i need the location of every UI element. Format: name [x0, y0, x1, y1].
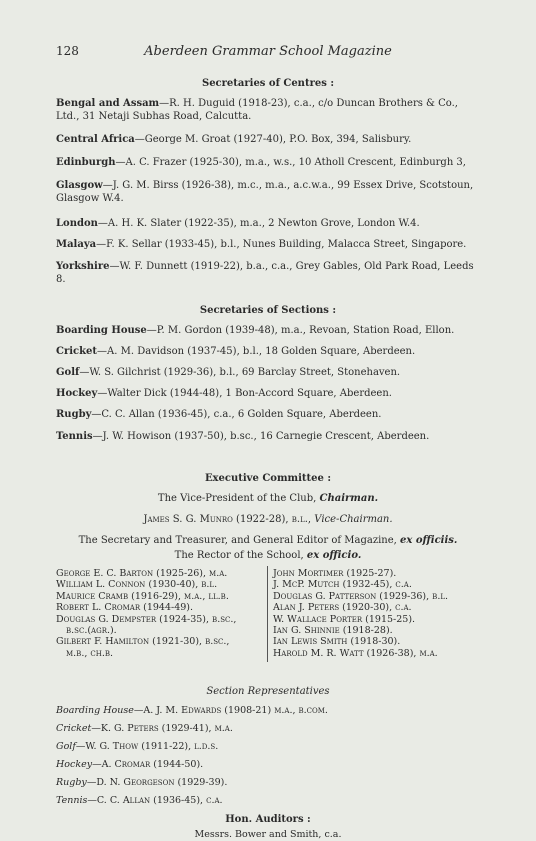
- chairman-role: Chairman.: [319, 493, 379, 504]
- centre-region: Yorkshire: [56, 261, 110, 272]
- committee-member: Douglas G. Patterson (1929-36), b.l.: [273, 590, 449, 602]
- centre-region: Central Africa: [56, 134, 135, 145]
- vice-chairman-role: Vice-Chairman.: [314, 514, 393, 525]
- representatives-title: Section Representatives: [206, 686, 330, 697]
- centre-details: —W. F. Dunnett (1919-22), b.a., c.a., Grey Gables, Old Park Road, Leeds 8.: [56, 261, 474, 285]
- committee-member: Harold M. R. Watt (1926-38), m.a.: [273, 647, 438, 659]
- representative-entry: [56, 740, 436, 753]
- page-header: [56, 44, 480, 64]
- representative-details: —D. N. Georgeson (1929-39).: [86, 777, 228, 788]
- centre-region: London: [56, 218, 98, 229]
- representative-entry: [56, 758, 436, 771]
- auditors-title: Hon. Auditors :: [225, 814, 311, 825]
- section-name: Hockey: [56, 388, 98, 399]
- committee-member: Ian G. Shinnie (1918-28).: [273, 625, 393, 637]
- committee-members-right: [273, 568, 481, 659]
- committee-title: Executive Committee :: [204, 473, 332, 484]
- committee-member: Maurice Cramb (1916-29), m.a., ll.b.: [56, 590, 229, 602]
- section-details: —P. M. Gordon (1939-48), m.a., Revoan, Station Road, Ellon.: [146, 325, 455, 336]
- representative-section: Cricket: [56, 723, 92, 734]
- representative-section: Golf: [56, 741, 76, 752]
- centre-entry: [56, 260, 480, 286]
- committee-member: William L. Connon (1930-40), b.l.: [56, 579, 218, 591]
- centre-region: Bengal and Assam: [56, 98, 160, 109]
- committee-member: Alan J. Peters (1920-30), c.a.: [273, 602, 412, 614]
- rector-text: The Rector of the School,: [174, 550, 304, 561]
- section-name: Golf: [56, 367, 80, 378]
- centre-entry: [56, 238, 480, 251]
- secretary-text: The Secretary and Treasurer, and General Editor of Magazine,: [78, 535, 397, 546]
- representative-entry: [56, 776, 436, 789]
- representative-entry: [56, 722, 436, 735]
- chairman-text: The Vice-President of the Club,: [157, 493, 317, 504]
- section-entry: [56, 366, 480, 379]
- centre-details: —George M. Groat (1927-40), P.O. Box, 394, Salisbury.: [134, 134, 412, 145]
- centres-title: Secretaries of Centres :: [201, 78, 335, 89]
- committee-member-continued: b.sc.(agr.).: [66, 625, 117, 637]
- section-details: —Walter Dick (1944-48), 1 Bon-Accord Square, Aberdeen.: [97, 388, 392, 399]
- committee-vice-chairman: [56, 513, 480, 526]
- section-details: —J. W. Howison (1937-50), b.sc., 16 Carnegie Crescent, Aberdeen.: [92, 431, 430, 442]
- centre-region: Malaya: [56, 239, 97, 250]
- committee-rector: [56, 549, 480, 562]
- section-details: —A. M. Davidson (1937-45), b.l., 18 Golden Square, Aberdeen.: [97, 346, 416, 357]
- sections-title: Secretaries of Sections :: [199, 305, 337, 316]
- section-details: —W. S. Gilchrist (1929-36), b.l., 69 Barclay Street, Stonehaven.: [79, 367, 401, 378]
- committee-member: J. McP. Mutch (1932-45), c.a.: [273, 579, 412, 591]
- representative-details: —A. J. M. Edwards (1908-21) m.a., b.com.: [133, 705, 328, 716]
- centre-entry: [56, 156, 480, 169]
- representative-section: Tennis: [56, 795, 88, 806]
- section-name: Rugby: [56, 409, 92, 420]
- centre-entry: [56, 217, 480, 230]
- centre-region: Glasgow: [56, 180, 103, 191]
- section-name: Boarding House: [56, 325, 147, 336]
- section-entry: [56, 345, 480, 358]
- centre-entry: [56, 97, 480, 123]
- centre-details: —J. G. M. Birss (1926-38), m.c., m.a., a.c.w.a., 99 Essex Drive, Scotstoun, Glasgow W.4.: [56, 180, 474, 204]
- committee-member: W. Wallace Porter (1915-25).: [273, 613, 416, 625]
- auditors-text: Messrs. Bower and Smith, c.a.: [194, 829, 342, 840]
- committee-secretary: [56, 534, 480, 547]
- committee-member: Douglas G. Dempster (1924-35), b.sc.,: [56, 613, 237, 625]
- centre-details: —R. H. Duguid (1918-23), c.a., c/o Duncan Brothers & Co., Ltd., 31 Netaji Subhas Road, Calcutta.: [56, 98, 458, 122]
- section-entry: [56, 324, 480, 337]
- section-name: Tennis: [56, 431, 93, 442]
- secretary-role: ex officiis.: [400, 535, 458, 546]
- running-head: Aberdeen Grammar School Magazine: [144, 44, 392, 59]
- representative-section: Boarding House: [56, 705, 134, 716]
- representative-section: Hockey: [56, 759, 93, 770]
- committee-chairman: [56, 492, 480, 505]
- committee-member: Robert L. Cromar (1944-49).: [56, 602, 194, 614]
- representative-details: —K. G. Peters (1929-41), m.a.: [91, 723, 233, 734]
- representative-details: —C. C. Allan (1936-45), c.a.: [87, 795, 223, 806]
- section-name: Cricket: [56, 346, 98, 357]
- representative-entry: [56, 794, 436, 807]
- representative-entry: [56, 704, 436, 717]
- committee-member: Ian Lewis Smith (1918-30).: [273, 636, 401, 648]
- column-divider: [267, 566, 268, 662]
- centre-details: —A. C. Frazer (1925-30), m.a., w.s., 10 Atholl Crescent, Edinburgh 3,: [115, 157, 466, 168]
- section-entry: [56, 430, 480, 443]
- committee-member: George E. C. Barton (1925-26), m.a.: [56, 568, 228, 579]
- section-details: —C. C. Allan (1936-45), c.a., 6 Golden Square, Aberdeen.: [91, 409, 382, 420]
- committee-member: John Mortimer (1925-27).: [273, 568, 397, 579]
- representative-details: —W. G. Thow (1911-22), l.d.s.: [75, 741, 219, 752]
- section-entry: [56, 387, 480, 400]
- centre-region: Edinburgh: [56, 157, 116, 168]
- page-number: 128: [56, 44, 79, 58]
- committee-member-continued: m.b., ch.b.: [66, 647, 114, 659]
- representative-details: —A. Cromar (1944-50).: [92, 759, 204, 770]
- centre-details: —F. K. Sellar (1933-45), b.l., Nunes Building, Malacca Street, Singapore.: [96, 239, 467, 250]
- section-entry: [56, 408, 480, 421]
- centre-details: —A. H. K. Slater (1922-35), m.a., 2 Newton Grove, London W.4.: [97, 218, 420, 229]
- representative-section: Rugby: [56, 777, 87, 788]
- centre-entry: [56, 133, 480, 146]
- centre-entry: [56, 179, 480, 205]
- vice-chairman-text: James S. G. Munro (1922-28), b.l.,: [143, 514, 312, 525]
- rector-role: ex officio.: [306, 550, 362, 561]
- committee-members-left: [56, 568, 264, 659]
- committee-member: Gilbert F. Hamilton (1921-30), b.sc.,: [56, 636, 230, 648]
